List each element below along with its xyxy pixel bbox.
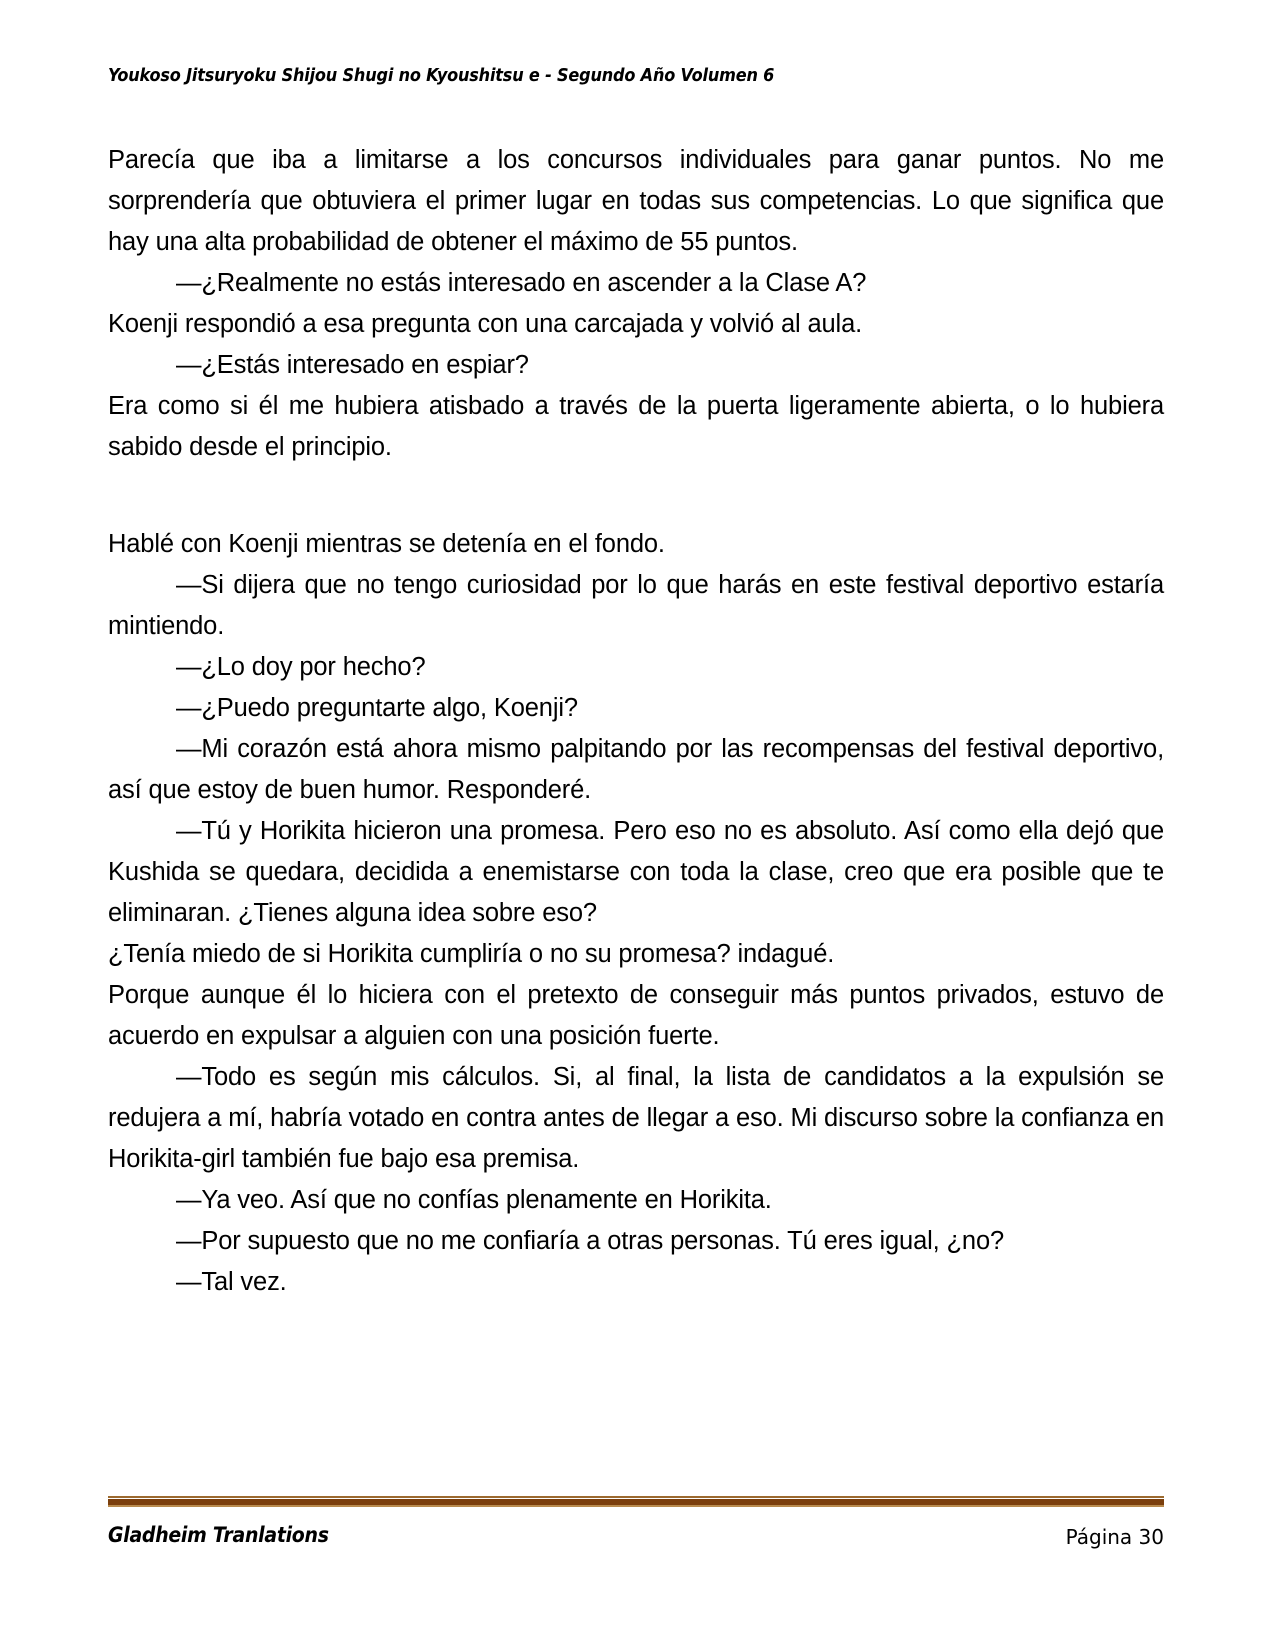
- page-number: Página 30: [1065, 1525, 1164, 1549]
- footer-brand-label: Gladheim Tranlations: [108, 1523, 329, 1547]
- paragraph-dialogue: —Ya veo. Así que no confías plenamente en Horikita.: [176, 1186, 772, 1214]
- header-title: Youkoso Jitsuryoku Shijou Shugi no Kyoushitsu e - Segundo Año Volumen 6: [108, 66, 775, 86]
- paragraph-dialogue: —Tal vez.: [176, 1268, 287, 1296]
- paragraph: Era como si él me hubiera atisbado a través de la puerta ligeramente abierta, o lo hubiera sabido desde el principio.: [108, 392, 1164, 461]
- paragraph-dialogue: —Por supuesto que no me confiaría a otras personas. Tú eres igual, ¿no?: [176, 1227, 1005, 1255]
- paragraph-dialogue: —Si dijera que no tengo curiosidad por lo que harás en este festival deportivo estaría mintiendo.: [108, 571, 1164, 640]
- paragraph-dialogue: —Tú y Horikita hicieron una promesa. Pero eso no es absoluto. Así como ella dejó que Kushida se quedara, decidida a enemistarse con toda la clase, creo que era posible que te eliminaran. ¿Tienes alguna idea sobre eso?: [108, 817, 1164, 927]
- footer-row: [108, 1523, 1164, 1557]
- paragraph: Koenji respondió a esa pregunta con una carcajada y volvió al aula.: [108, 310, 863, 338]
- page-header: [108, 66, 1164, 86]
- paragraph-dialogue: —¿Realmente no estás interesado en ascender a la Clase A?: [176, 269, 867, 297]
- paragraph: Hablé con Koenji mientras se detenía en el fondo.: [108, 530, 665, 558]
- paragraph-dialogue: —¿Puedo preguntarte algo, Koenji?: [176, 694, 578, 722]
- paragraph: Porque aunque él lo hiciera con el pretexto de conseguir más puntos privados, estuvo de acuerdo en expulsar a alguien con una posición fuerte.: [108, 981, 1164, 1050]
- page-footer: [108, 1496, 1164, 1557]
- section-spacer: [108, 468, 1164, 524]
- footer-divider-bottom: [108, 1505, 1164, 1507]
- paragraph: Parecía que iba a limitarse a los concursos individuales para ganar puntos. No me sorprendería que obtuviera el primer lugar en todas sus competencias. Lo que significa que hay una alta probabilidad de obtener el máximo de 55 puntos.: [108, 146, 1164, 256]
- document-body: [108, 140, 1164, 1303]
- paragraph: ¿Tenía miedo de si Horikita cumpliría o no su promesa? indagué.: [108, 940, 835, 968]
- paragraph-dialogue: —Todo es según mis cálculos. Si, al final, la lista de candidatos a la expulsión se redujera a mí, habría votado en contra antes de llegar a eso. Mi discurso sobre la confianza en Horikita-girl también fue bajo esa premisa.: [108, 1063, 1164, 1173]
- paragraph-dialogue: —¿Estás interesado en espiar?: [176, 351, 529, 379]
- paragraph-dialogue: —Mi corazón está ahora mismo palpitando por las recompensas del festival deportivo, así que estoy de buen humor. Responderé.: [108, 735, 1164, 804]
- paragraph-dialogue: —¿Lo doy por hecho?: [176, 653, 426, 681]
